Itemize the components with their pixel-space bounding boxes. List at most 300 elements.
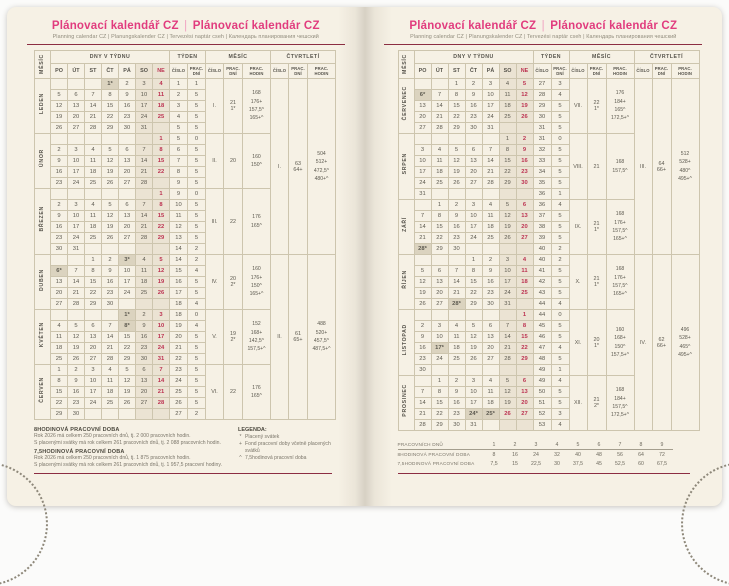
week-workdays-cell: 5 xyxy=(551,398,569,409)
day-cell: 31 xyxy=(414,189,431,200)
week-workdays-cell: 5 xyxy=(188,123,206,134)
day-cell: 28 xyxy=(431,123,448,134)
week-workdays-cell: 5 xyxy=(551,156,569,167)
day-cell: 24 xyxy=(431,354,448,365)
day-cell: 24 xyxy=(136,112,153,123)
week-number-cell: 49 xyxy=(533,365,551,376)
day-cell: 20 xyxy=(136,387,153,398)
week-group-header: TÝDEN xyxy=(533,51,569,64)
day-cell: 10 xyxy=(85,376,102,387)
hours-table-value: 32 xyxy=(554,451,560,458)
week-workdays-cell: 5 xyxy=(551,332,569,343)
empty-day-cell xyxy=(465,310,482,321)
empty-day-cell xyxy=(102,189,119,200)
day-cell: 17 xyxy=(465,398,482,409)
hours-table-value: 1 xyxy=(484,440,505,450)
empty-day-cell xyxy=(85,310,102,321)
week-workdays-cell: 5 xyxy=(188,222,206,233)
empty-day-cell xyxy=(102,310,119,321)
week-workdays-cell: 5 xyxy=(188,211,206,222)
month-workhours-cell: 168 176+ 157,5^ 165+^ xyxy=(606,255,634,310)
day-cell: 22 xyxy=(85,288,102,299)
week-workdays-cell: 2 xyxy=(188,244,206,255)
hours-table-label: 8HODINOVÁ PRACOVNÍ DOBA xyxy=(397,452,471,457)
day-cell: 7 xyxy=(136,200,153,211)
day-cell: 6* xyxy=(51,266,68,277)
month-workdays-cell: 20 1* xyxy=(587,310,606,376)
day-cell: 28 xyxy=(136,233,153,244)
empty-day-cell xyxy=(136,244,153,255)
week-workdays-cell: 5 xyxy=(551,123,569,134)
hours-table-value: 67,5 xyxy=(656,460,668,467)
day-cell: 20 xyxy=(516,222,533,233)
quarter-workhours-cell: 496 528+ 465^ 495+^ xyxy=(671,255,699,431)
week-number-cell: 30 xyxy=(533,112,551,123)
day-name-header: ST xyxy=(85,64,102,79)
empty-day-cell xyxy=(448,365,465,376)
day-cell: 30 xyxy=(465,123,482,134)
day-cell: 8 xyxy=(499,145,516,156)
day-cell: 25 xyxy=(102,398,119,409)
empty-day-cell xyxy=(499,420,516,431)
week-workdays-cell: 5 xyxy=(551,266,569,277)
day-cell: 24 xyxy=(499,288,516,299)
empty-day-cell xyxy=(465,189,482,200)
empty-day-cell xyxy=(153,299,170,310)
month-workhours-cell: 152 168+ 142,5^ 157,5+^ xyxy=(243,310,271,365)
day-cell: 2 xyxy=(119,79,136,90)
day-cell: 11 xyxy=(102,376,119,387)
day-cell: 26 xyxy=(119,398,136,409)
table-header-row xyxy=(398,51,699,64)
month-number-cell: VIII. xyxy=(569,134,587,200)
empty-day-cell xyxy=(482,134,499,145)
page-title xyxy=(7,20,365,32)
day-cell: 22 xyxy=(153,167,170,178)
page-header xyxy=(365,20,723,45)
day-cell: 15 xyxy=(516,332,533,343)
day-cell: 22 xyxy=(499,167,516,178)
day-cell: 14 xyxy=(414,222,431,233)
month-workhours-cell: 160 150^ xyxy=(243,134,271,189)
empty-day-cell xyxy=(153,409,170,420)
day-cell: 12 xyxy=(102,156,119,167)
day-cell: 18 xyxy=(482,222,499,233)
day-cell: 11 xyxy=(51,332,68,343)
day-cell: 23 xyxy=(465,112,482,123)
month-number-header: ČÍSLO xyxy=(206,64,224,79)
day-cell: 21 xyxy=(431,112,448,123)
day-cell: 10 xyxy=(431,332,448,343)
day-cell: 11 xyxy=(482,211,499,222)
month-workhours-header: PRAC. HODIN xyxy=(606,64,634,79)
week-workdays-cell: 5 xyxy=(551,101,569,112)
day-cell: 28 xyxy=(414,420,431,431)
month-number-cell: XI. xyxy=(569,310,587,376)
day-cell: 30 xyxy=(136,354,153,365)
month-workhours-cell: 176 165^ xyxy=(243,189,271,255)
week-number-cell: 4 xyxy=(170,112,188,123)
day-cell: 18 xyxy=(136,277,153,288)
day-cell: 28 xyxy=(68,299,85,310)
day-cell: 27 xyxy=(465,178,482,189)
week-workdays-cell: 2 xyxy=(551,255,569,266)
empty-day-cell xyxy=(85,409,102,420)
day-cell: 6* xyxy=(414,90,431,101)
week-workdays-cell: 5 xyxy=(188,101,206,112)
empty-day-cell xyxy=(499,365,516,376)
empty-day-cell xyxy=(414,79,431,90)
day-cell: 14 xyxy=(136,211,153,222)
day-cell: 4 xyxy=(85,145,102,156)
month-workdays-cell: 22 xyxy=(224,189,243,255)
day-cell: 3 xyxy=(482,79,499,90)
legend-item xyxy=(238,455,332,462)
empty-day-cell xyxy=(448,310,465,321)
day-cell: 8* xyxy=(119,321,136,332)
day-cell: 17 xyxy=(414,167,431,178)
week-workdays-cell: 5 xyxy=(188,90,206,101)
day-cell: 1 xyxy=(516,310,533,321)
week-number-cell: 25 xyxy=(170,387,188,398)
empty-day-cell xyxy=(431,365,448,376)
quarter-number-cell: I. xyxy=(271,79,289,255)
day-cell: 7 xyxy=(153,365,170,376)
day-cell: 28 xyxy=(499,354,516,365)
month-number-header: ČÍSLO xyxy=(569,64,587,79)
quarter-workhours-header: PRAC. HODIN xyxy=(671,64,699,79)
week-row xyxy=(35,255,336,266)
hours-table-value: 37,5 xyxy=(572,460,584,467)
day-cell: 22 xyxy=(119,343,136,354)
day-cell: 25* xyxy=(482,409,499,420)
day-cell: 11 xyxy=(153,90,170,101)
day-cell: 29 xyxy=(465,299,482,310)
day-cell: 8 xyxy=(51,376,68,387)
day-cell: 20 xyxy=(119,222,136,233)
day-name-header: SO xyxy=(499,64,516,79)
hours-table-value: 8 xyxy=(631,440,652,450)
day-cell: 31 xyxy=(482,123,499,134)
day-cell: 29 xyxy=(119,354,136,365)
day-cell: 4 xyxy=(102,365,119,376)
empty-day-cell xyxy=(85,189,102,200)
month-number-cell: IV. xyxy=(206,255,224,310)
day-cell: 6 xyxy=(119,200,136,211)
day-name-header: NE xyxy=(516,64,533,79)
month-group-header: MĚSÍC xyxy=(206,51,271,64)
day-cell: 22 xyxy=(465,288,482,299)
quarter-number-header: ČÍSLO xyxy=(271,64,289,79)
hours-table-value: 64 xyxy=(638,451,644,458)
month-workhours-cell: 168 176+ 157,5^ 165+^ xyxy=(606,200,634,255)
planner-spread xyxy=(7,7,722,506)
empty-day-cell xyxy=(431,310,448,321)
week-workdays-cell: 3 xyxy=(551,79,569,90)
day-cell: 27 xyxy=(136,398,153,409)
hours-table-value: 16 xyxy=(512,451,518,458)
day-cell: 1 xyxy=(465,255,482,266)
day-cell: 9 xyxy=(482,266,499,277)
day-cell: 16 xyxy=(136,332,153,343)
day-cell: 7 xyxy=(448,266,465,277)
day-cell: 3 xyxy=(414,145,431,156)
page-left xyxy=(7,7,365,506)
day-cell: 21 xyxy=(448,288,465,299)
week-number-cell: 8 xyxy=(170,167,188,178)
month-name-cell: LISTOPAD xyxy=(398,310,414,376)
empty-day-cell xyxy=(482,365,499,376)
day-cell: 24* xyxy=(465,409,482,420)
day-cell: 12 xyxy=(153,266,170,277)
day-cell: 1 xyxy=(153,134,170,145)
day-cell: 1 xyxy=(85,255,102,266)
day-cell: 22 xyxy=(516,343,533,354)
week-number-cell: 14 xyxy=(170,255,188,266)
day-cell: 6 xyxy=(516,376,533,387)
day-cell: 25 xyxy=(482,233,499,244)
day-cell: 13 xyxy=(51,277,68,288)
day-cell: 25 xyxy=(516,288,533,299)
hours-table-value: 7,5 xyxy=(490,460,498,467)
day-cell: 12 xyxy=(414,277,431,288)
week-workdays-cell: 1 xyxy=(188,79,206,90)
day-cell: 3* xyxy=(119,255,136,266)
day-cell: 9 xyxy=(448,211,465,222)
day-cell: 13 xyxy=(414,101,431,112)
day-cell: 8 xyxy=(153,145,170,156)
day-cell: 13 xyxy=(465,156,482,167)
week-workdays-cell: 5 xyxy=(188,343,206,354)
day-cell: 16 xyxy=(68,387,85,398)
empty-day-cell xyxy=(516,299,533,310)
empty-day-cell xyxy=(499,310,516,321)
week-number-cell: 18 xyxy=(170,310,188,321)
empty-day-cell xyxy=(499,244,516,255)
worktime-notes xyxy=(34,425,230,470)
empty-day-cell xyxy=(136,189,153,200)
day-cell: 24 xyxy=(68,178,85,189)
week-workdays-cell: 4 xyxy=(551,90,569,101)
day-cell: 15 xyxy=(153,211,170,222)
week-workdays-cell: 1 xyxy=(551,365,569,376)
empty-day-cell xyxy=(102,244,119,255)
week-number-cell: 44 xyxy=(533,299,551,310)
day-cell: 19 xyxy=(51,112,68,123)
month-number-cell: III. xyxy=(206,189,224,255)
day-cell: 26 xyxy=(448,178,465,189)
day-cell: 24 xyxy=(119,288,136,299)
month-workhours-cell: 168 176+ 157,5^ 165+^ xyxy=(243,79,271,134)
day-cell: 11 xyxy=(482,387,499,398)
day-cell: 5 xyxy=(465,321,482,332)
week-workdays-cell: 0 xyxy=(551,310,569,321)
quarter-number-header: ČÍSLO xyxy=(634,64,652,79)
quarter-workdays-cell: 62 66+ xyxy=(652,255,671,431)
week-number-cell: 27 xyxy=(533,79,551,90)
days-of-week-group-header: DNY V TÝDNU xyxy=(414,51,533,64)
week-workdays-cell: 5 xyxy=(188,167,206,178)
week-number-cell: 26 xyxy=(170,398,188,409)
day-cell: 18 xyxy=(431,167,448,178)
legend-label: 7,5hodinová pracovní doba xyxy=(245,454,307,461)
week-workdays-cell: 5 xyxy=(188,398,206,409)
week-workdays-cell: 5 xyxy=(551,321,569,332)
day-cell: 15 xyxy=(499,156,516,167)
day-cell: 10 xyxy=(465,387,482,398)
week-workdays-cell: 5 xyxy=(188,365,206,376)
day-cell: 9 xyxy=(448,387,465,398)
day-cell: 21 xyxy=(102,343,119,354)
day-cell: 10 xyxy=(153,321,170,332)
day-cell: 16 xyxy=(102,277,119,288)
day-cell: 15 xyxy=(119,332,136,343)
day-name-header: ÚT xyxy=(431,64,448,79)
day-cell: 19 xyxy=(465,343,482,354)
week-workdays-cell: 5 xyxy=(551,354,569,365)
hours-table-value: 5 xyxy=(568,440,589,450)
day-cell: 14 xyxy=(153,376,170,387)
title-separator: | xyxy=(541,20,545,32)
day-cell: 4 xyxy=(482,200,499,211)
day-cell: 8 xyxy=(431,387,448,398)
week-number-cell: 51 xyxy=(533,398,551,409)
day-cell: 9 xyxy=(119,90,136,101)
week-workdays-cell: 4 xyxy=(551,343,569,354)
week-workdays-cell: 5 xyxy=(188,288,206,299)
month-workhours-cell: 176 184+ 165^ 172,5+^ xyxy=(606,79,634,134)
day-cell: 9 xyxy=(136,321,153,332)
day-cell: 30 xyxy=(51,244,68,255)
week-workdays-cell: 2 xyxy=(188,255,206,266)
empty-day-cell xyxy=(482,244,499,255)
day-cell: 26 xyxy=(499,233,516,244)
empty-day-cell xyxy=(414,376,431,387)
title-slovak: Plánovací kalendár CZ xyxy=(192,20,320,32)
day-cell: 10 xyxy=(465,211,482,222)
week-workdays-cell: 4 xyxy=(551,376,569,387)
day-cell: 25 xyxy=(153,112,170,123)
day-cell: 30 xyxy=(102,299,119,310)
week-workdays-cell: 5 xyxy=(188,112,206,123)
day-cell: 17 xyxy=(68,222,85,233)
day-cell: 11 xyxy=(85,211,102,222)
empty-day-cell xyxy=(136,409,153,420)
table-subheader-row xyxy=(398,64,699,79)
day-cell: 17 xyxy=(68,167,85,178)
empty-day-cell xyxy=(516,123,533,134)
day-cell: 15 xyxy=(153,156,170,167)
day-cell: 19 xyxy=(516,101,533,112)
week-number-cell: 36 xyxy=(533,189,551,200)
day-cell: 22 xyxy=(102,112,119,123)
day-cell: 17 xyxy=(499,277,516,288)
day-cell: 5 xyxy=(153,255,170,266)
quarter-workhours-cell: 488 520+ 457,5^ 487,5+^ xyxy=(308,255,336,420)
day-cell: 8 xyxy=(431,211,448,222)
week-workdays-cell: 4 xyxy=(188,266,206,277)
month-workdays-cell: 21 2* xyxy=(587,376,606,431)
empty-day-cell xyxy=(431,255,448,266)
day-name-header: ST xyxy=(448,64,465,79)
week-number-cell: 44 xyxy=(533,310,551,321)
day-cell: 30 xyxy=(482,299,499,310)
day-cell: 19 xyxy=(448,167,465,178)
empty-day-cell xyxy=(51,310,68,321)
week-number-cell: 10 xyxy=(170,200,188,211)
day-cell: 11 xyxy=(431,156,448,167)
day-cell: 17 xyxy=(482,101,499,112)
week-workdays-cell: 0 xyxy=(188,189,206,200)
day-cell: 31 xyxy=(68,244,85,255)
week-workdays-cell: 5 xyxy=(188,178,206,189)
day-cell: 18 xyxy=(85,167,102,178)
day-cell: 14 xyxy=(499,332,516,343)
empty-day-cell xyxy=(153,178,170,189)
week-workdays-cell: 4 xyxy=(551,200,569,211)
day-cell: 14 xyxy=(482,156,499,167)
day-cell: 7 xyxy=(431,90,448,101)
day-cell: 8 xyxy=(465,266,482,277)
quarter-workdays-header: PRAC. DNÍ xyxy=(289,64,308,79)
day-cell: 4 xyxy=(431,145,448,156)
empty-day-cell xyxy=(51,189,68,200)
day-cell: 5 xyxy=(414,266,431,277)
month-number-cell: V. xyxy=(206,310,224,365)
hours-table-value: 7 xyxy=(610,440,631,450)
top-divider xyxy=(384,44,702,45)
day-cell: 7 xyxy=(414,387,431,398)
month-workdays-cell: 20 2* xyxy=(224,255,243,310)
week-number-cell: 24 xyxy=(170,376,188,387)
empty-day-cell xyxy=(516,244,533,255)
day-cell: 3 xyxy=(465,376,482,387)
empty-day-cell xyxy=(414,255,431,266)
day-cell: 30 xyxy=(448,244,465,255)
day-cell: 2 xyxy=(516,134,533,145)
month-number-cell: VII. xyxy=(569,79,587,134)
day-cell: 24 xyxy=(414,178,431,189)
month-name-cell: ŘÍJEN xyxy=(398,255,414,310)
day-cell: 5 xyxy=(516,79,533,90)
month-name-cell: KVĚTEN xyxy=(35,310,51,365)
month-name-cell: BŘEZEN xyxy=(35,189,51,255)
hours-table-value: 6 xyxy=(589,440,610,450)
day-cell: 17 xyxy=(85,387,102,398)
day-cell: 20 xyxy=(465,167,482,178)
day-cell: 11 xyxy=(448,332,465,343)
week-workdays-cell: 5 xyxy=(551,233,569,244)
footnotes-section xyxy=(34,425,332,470)
day-cell: 20 xyxy=(414,112,431,123)
day-cell: 25 xyxy=(431,178,448,189)
hours-table-value: 56 xyxy=(617,451,623,458)
day-cell: 16 xyxy=(119,101,136,112)
worktime-note-line: Rok 2026 má celkem 250 pracovních dnů, tj. 2 000 pracovních hodin. xyxy=(34,433,191,439)
week-number-cell: 40 xyxy=(533,255,551,266)
day-name-header: PO xyxy=(51,64,68,79)
day-cell: 17 xyxy=(136,101,153,112)
worktime-note-line: S placenými svátky má rok celkem 261 pracovních dnů, tj. 2 088 pracovních hodin. xyxy=(34,440,221,447)
empty-day-cell xyxy=(448,134,465,145)
day-cell: 29 xyxy=(102,123,119,134)
week-number-cell: 29 xyxy=(533,101,551,112)
day-cell: 9 xyxy=(414,332,431,343)
week-number-cell: 46 xyxy=(533,332,551,343)
day-cell: 20 xyxy=(68,112,85,123)
empty-day-cell xyxy=(68,189,85,200)
day-cell: 29 xyxy=(153,233,170,244)
